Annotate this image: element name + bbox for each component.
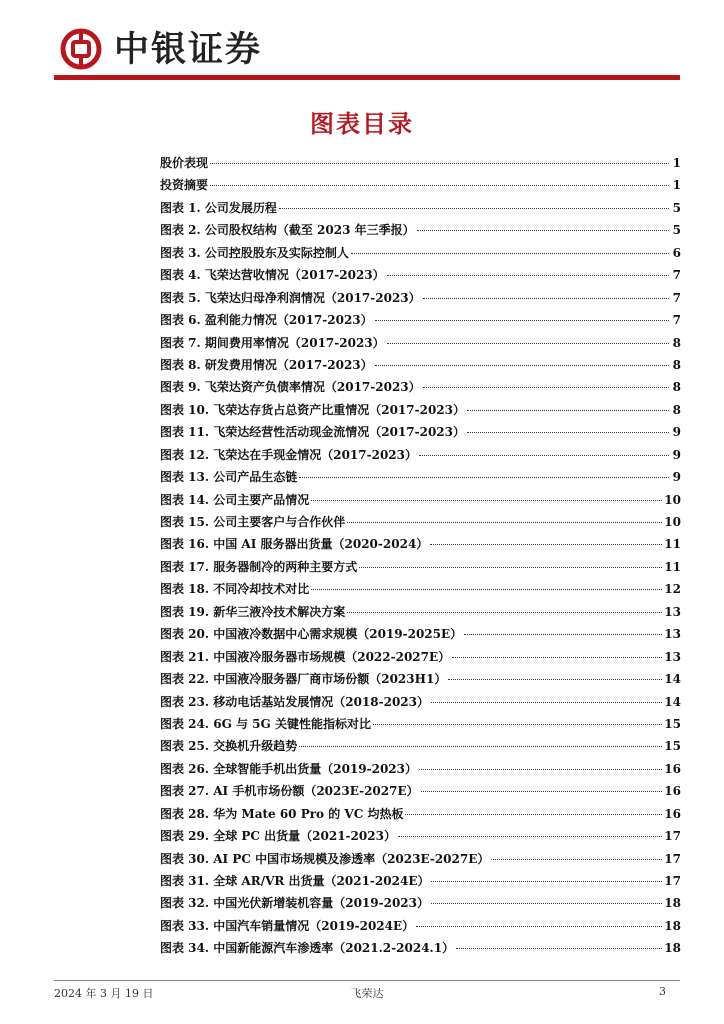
toc-dot-leader <box>210 185 669 186</box>
toc-entry-label: 图表 16. 中国 AI 服务器出货量（2020-2024） <box>160 537 429 552</box>
bank-of-china-logo-icon <box>60 28 102 70</box>
toc-entry-label: 图表 13. 公司产品生态链 <box>160 470 298 485</box>
toc-dot-leader <box>311 589 662 590</box>
toc-entry[interactable] <box>160 556 681 578</box>
toc-entry-label: 图表 22. 中国液冷服务器厂商市场份额（2023H1） <box>160 672 447 687</box>
toc-entry-page: 13 <box>664 649 681 664</box>
toc-entry-label: 图表 7. 期间费用率情况（2017-2023） <box>160 335 385 350</box>
toc-entry-page: 15 <box>664 739 681 754</box>
toc-entry[interactable] <box>160 578 681 600</box>
toc-entry-page: 14 <box>664 694 681 709</box>
toc-entry[interactable] <box>160 713 681 735</box>
toc-entry-label: 图表 1. 公司发展历程 <box>160 200 277 215</box>
toc-dot-leader <box>311 500 662 501</box>
toc-entry-page: 7 <box>672 268 681 283</box>
toc-entry-label: 投资摘要 <box>160 178 209 193</box>
toc-dot-leader <box>299 746 662 747</box>
toc-dot-leader <box>431 702 662 703</box>
brand-name: 中银证券 <box>114 30 263 70</box>
toc-entry-page: 16 <box>664 784 681 799</box>
toc-entry-page: 7 <box>672 313 681 328</box>
toc-dot-leader <box>373 724 662 725</box>
toc-entry-page: 1 <box>672 156 681 170</box>
toc-entry[interactable] <box>160 892 681 914</box>
toc-entry[interactable] <box>160 758 681 780</box>
toc-entry-label: 图表 17. 服务器制冷的两种主要方式 <box>160 559 358 574</box>
toc-dot-leader <box>421 791 663 792</box>
toc-entry[interactable] <box>160 803 681 825</box>
toc-dot-leader <box>456 948 662 949</box>
toc-entry-page: 18 <box>664 896 681 911</box>
toc-entry-page: 7 <box>672 290 681 305</box>
toc-entry-label: 图表 25. 交换机升级趋势 <box>160 739 298 754</box>
toc-entry-page: 18 <box>664 941 681 956</box>
toc-entry[interactable] <box>160 354 681 376</box>
toc-dot-leader <box>491 859 662 860</box>
toc-entry-label: 图表 27. AI 手机市场份额（2023E-2027E） <box>160 784 419 799</box>
toc-dot-leader <box>347 612 662 613</box>
toc-entry-label: 图表 18. 不同冷却技术对比 <box>160 582 310 597</box>
toc-entry-page: 8 <box>672 335 681 350</box>
toc-entry[interactable] <box>160 691 681 713</box>
toc-dot-leader <box>210 163 669 164</box>
toc-entry-page: 13 <box>664 604 681 619</box>
toc-dot-leader <box>419 769 662 770</box>
toc-entry[interactable] <box>160 309 681 331</box>
toc-dot-leader <box>375 365 669 366</box>
toc-dot-leader <box>351 253 669 254</box>
toc-entry[interactable] <box>160 870 681 892</box>
toc-entry-label: 图表 33. 中国汽车销量情况（2019-2024E） <box>160 918 415 933</box>
toc-entry[interactable] <box>160 735 681 757</box>
toc-entry-label: 图表 15. 公司主要客户与合作伙伴 <box>160 515 346 529</box>
toc-entry-label: 图表 2. 公司股权结构（截至 2023 年三季报） <box>160 223 415 238</box>
toc-entry[interactable] <box>160 825 681 847</box>
toc-entry-page: 8 <box>672 380 681 395</box>
toc-entry-label: 图表 8. 研发费用情况（2017-2023） <box>160 357 373 372</box>
toc-dot-leader <box>431 881 662 882</box>
toc-entry[interactable] <box>160 332 681 354</box>
toc-entry-page: 18 <box>664 918 681 933</box>
toc-entry-page: 17 <box>664 874 681 888</box>
toc-entry[interactable] <box>160 242 681 264</box>
toc-entry[interactable] <box>160 937 681 959</box>
toc-entry-label: 股价表现 <box>160 156 209 170</box>
toc-entry[interactable] <box>160 444 681 466</box>
toc-entry-label: 图表 14. 公司主要产品情况 <box>160 492 310 507</box>
footer-company: 飞荣达 <box>350 987 384 1000</box>
toc-entry-page: 6 <box>672 245 681 260</box>
toc-entry-label: 图表 9. 飞荣达资产负债率情况（2017-2023） <box>160 380 421 395</box>
toc-entry-label: 图表 30. AI PC 中国市场规模及渗透率（2023E-2027E） <box>160 851 490 866</box>
toc-entry-page: 16 <box>664 806 681 821</box>
toc-entry-label: 图表 11. 飞荣达经营性活动现金流情况（2017-2023） <box>160 425 466 440</box>
toc-entry-label: 图表 5. 飞荣达归母净利润情况（2017-2023） <box>160 290 421 305</box>
toc-entry-page: 11 <box>664 537 681 552</box>
toc-dot-leader <box>359 567 662 568</box>
toc-entry-page: 8 <box>672 357 681 372</box>
toc-dot-leader <box>279 208 669 209</box>
toc-entry[interactable] <box>160 264 681 286</box>
toc-entry[interactable] <box>160 174 681 196</box>
toc-dot-leader <box>299 477 669 478</box>
footer-divider <box>54 980 680 981</box>
toc-entry[interactable] <box>160 533 681 555</box>
toc-entry[interactable] <box>160 421 681 443</box>
page-footer <box>54 985 680 1001</box>
toc-entry-label: 图表 6. 盈利能力情况（2017-2023） <box>160 313 373 328</box>
toc-entry-page: 13 <box>664 627 681 642</box>
toc-dot-leader <box>405 814 662 815</box>
footer-page-number: 3 <box>659 985 666 998</box>
toc-entry[interactable] <box>160 197 681 219</box>
toc-entry-label: 图表 3. 公司控股股东及实际控制人 <box>160 245 349 260</box>
toc-dot-leader <box>464 634 662 635</box>
toc-entry-label: 图表 10. 飞荣达存货占总资产比重情况（2017-2023） <box>160 402 466 417</box>
toc-entry[interactable] <box>160 219 681 241</box>
toc-entry-label: 图表 32. 中国光伏新增装机容量（2019-2023） <box>160 896 430 911</box>
toc-dot-leader <box>467 432 669 433</box>
toc-dot-leader <box>423 298 669 299</box>
toc-entry[interactable] <box>160 466 681 488</box>
toc-dot-leader <box>419 455 669 456</box>
toc-dot-leader <box>387 343 669 344</box>
toc-entry-label: 图表 31. 全球 AR/VR 出货量（2021-2024E） <box>160 874 430 888</box>
toc-entry-page: 9 <box>672 470 681 485</box>
toc-entry-label: 图表 12. 飞荣达在手现金情况（2017-2023） <box>160 447 418 462</box>
toc-entry-label: 图表 24. 6G 与 5G 关键性能指标对比 <box>160 716 371 731</box>
table-of-figures <box>160 152 681 960</box>
page-title: 图表目录 <box>310 109 414 138</box>
toc-entry-page: 12 <box>664 582 681 597</box>
toc-entry[interactable] <box>160 848 681 870</box>
toc-entry[interactable] <box>160 601 681 623</box>
header-divider <box>54 75 680 80</box>
toc-entry-label: 图表 21. 中国液冷服务器市场规模（2022-2027E） <box>160 649 451 664</box>
toc-entry[interactable] <box>160 668 681 690</box>
toc-dot-leader <box>417 230 669 231</box>
toc-entry-page: 5 <box>672 200 681 215</box>
toc-entry-page: 9 <box>672 425 681 440</box>
toc-dot-leader <box>398 836 662 837</box>
toc-entry-label: 图表 23. 移动电话基站发展情况（2018-2023） <box>160 694 430 709</box>
toc-dot-leader <box>375 320 669 321</box>
toc-entry[interactable] <box>160 780 681 802</box>
toc-dot-leader <box>347 522 662 523</box>
toc-dot-leader <box>423 387 669 388</box>
toc-entry[interactable] <box>160 376 681 398</box>
toc-entry[interactable] <box>160 489 681 511</box>
toc-entry[interactable] <box>160 287 681 309</box>
toc-dot-leader <box>416 926 662 927</box>
toc-dot-leader <box>431 903 662 904</box>
toc-dot-leader <box>448 679 662 680</box>
toc-entry-page: 9 <box>672 447 681 462</box>
toc-dot-leader <box>467 410 669 411</box>
toc-entry-label: 图表 26. 全球智能手机出货量（2019-2023） <box>160 761 418 776</box>
toc-entry-page: 17 <box>664 829 681 844</box>
toc-entry-page: 1 <box>672 178 681 193</box>
toc-entry-label: 图表 34. 中国新能源汽车渗透率（2021.2-2024.1） <box>160 941 455 956</box>
toc-entry-page: 8 <box>672 402 681 417</box>
toc-entry-label: 图表 29. 全球 PC 出货量（2021-2023） <box>160 829 396 844</box>
toc-entry-label: 图表 4. 飞荣达营收情况（2017-2023） <box>160 268 385 283</box>
toc-entry[interactable] <box>160 915 681 937</box>
toc-entry-page: 17 <box>664 851 681 866</box>
toc-entry-page: 14 <box>664 672 681 687</box>
toc-entry[interactable] <box>160 152 681 174</box>
toc-entry[interactable] <box>160 511 681 533</box>
toc-dot-leader <box>452 657 662 658</box>
footer-date: 2024 年 3 月 19 日 <box>54 987 154 1000</box>
toc-entry-page: 15 <box>664 716 681 731</box>
toc-entry-page: 11 <box>664 559 681 574</box>
toc-entry-page: 10 <box>664 515 681 529</box>
toc-entry-label: 图表 19. 新华三液冷技术解决方案 <box>160 604 346 619</box>
toc-entry-label: 图表 28. 华为 Mate 60 Pro 的 VC 均热板 <box>160 806 404 821</box>
toc-entry-page: 10 <box>664 492 681 507</box>
toc-dot-leader <box>387 275 669 276</box>
toc-entry-label: 图表 20. 中国液冷数据中心需求规模（2019-2025E） <box>160 627 463 642</box>
toc-entry[interactable] <box>160 623 681 645</box>
toc-entry-page: 16 <box>664 761 681 776</box>
toc-dot-leader <box>430 544 662 545</box>
toc-entry[interactable] <box>160 646 681 668</box>
toc-entry[interactable] <box>160 399 681 421</box>
toc-entry-page: 5 <box>672 223 681 238</box>
